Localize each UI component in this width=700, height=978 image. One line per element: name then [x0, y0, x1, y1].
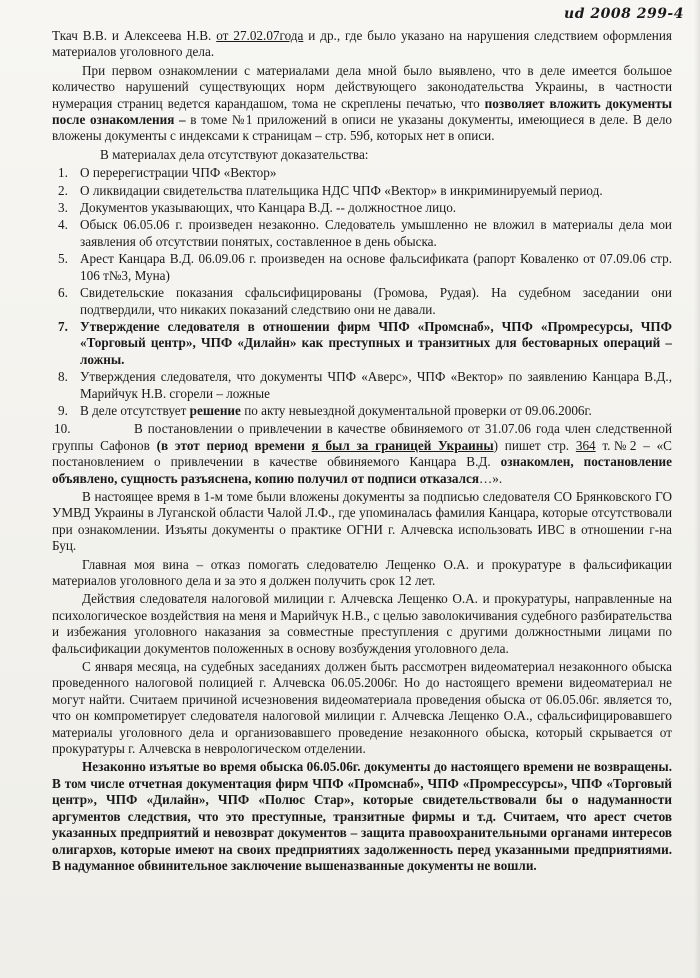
- paragraph-seized-documents: Незаконно изъятые во время обыска 06.05.06г. документы до настоящего времени не возвращены. В том числе отчетная документация фирм ЧПФ «Промснаб», ЧПФ «Промрессурсы», ЧПФ «Торговый центр», ЧПФ «Дилайн», ЧПФ «Полюс Стар», которые свидетельствовали бы о надуманности аргументов следствия, что это преступные, транзитные фирмы и т.д. Считаем, что арест счетов указанных предприятий и невозврат документов – защита правоохранительными органами интересов олигархов, которые имеют на своих предприятиях задолженность перед указанными предприятиями. В надуманное обвинительное заключение вышеназванные документы не вошли.: [52, 759, 672, 873]
- list-item: 6. Свидетельские показания сфальсифицированы (Громова, Рудая). На судебном заседании они подтвердили, что никаких показаний следствию они не давали.: [58, 285, 672, 317]
- list-item-10: 10. В постановлении о привлечении в качестве обвиняемого от 31.07.06 года член следственной группы Сафонов (в этот период времени я был за границей Украины) пишет стр. 364 т.№2 – «С постановлением о привлечении в качестве обвиняемого Канцара В.Д. ознакомлен, постановление объявлено, сущность разъяснена, копию получил от подписи отказался…».: [52, 421, 673, 486]
- list-item: 2. О ликвидации свидетельства плательщика НДС ЧПФ «Вектор» в инкриминируемый период.: [58, 182, 603, 198]
- list-item: 1. О перерегистрации ЧПФ «Вектор»: [58, 165, 277, 181]
- document-body: [52, 28, 672, 874]
- page-edge-shadow: [694, 0, 700, 978]
- list-item: 8. Утверждения следователя, что документы ЧПФ «Аверс», ЧПФ «Вектор» по заявлению Канцара В.Д., Марийчук Н.В. сгорели – ложные: [58, 369, 672, 401]
- paragraph-added-documents: В настоящее время в 1-м томе были вложены документы за подписью следователя СО Брянковского ГО УМВД Украины в Луганской области Чалой Л.Ф., где упоминалась фамилия Канцара, которые отсутствовали при ознакомлении. Изъяты документы о практике ОГНИ г. Алчевска использовать ИВС в отношении г-на Буц.: [52, 488, 672, 554]
- list-item: 4. Обыск 06.05.06 г. произведен незаконно. Следователь умышленно не вложил в материалы дела мои заявления об отсутствии понятых, составленное в день обыска.: [58, 217, 672, 249]
- date-underlined: от 27.02.07года: [216, 28, 304, 43]
- missing-evidence-list: [52, 165, 672, 419]
- paragraph-opening: Ткач В.В. и Алексеева Н.В. от 27.02.07года и др., где было указано на нарушения следствием оформления материалов уголовного дела.: [52, 28, 672, 60]
- case-stamp: ud 2008 299-4: [564, 6, 684, 22]
- paragraph-video-material: С января месяца, на судебных заседаниях должен быть рассмотрен видеоматериал незаконного обыска проведенного налоговой полицией г. Алчевска 06.05.2006г. Но до настоящего времени видеоматериал не могут найти. Считаем причиной исчезновения видеоматериала проведения обыска от 06.05.06г. является то, что он компрометирует следователя налоговой милиции г. Алчевска Лещенко О.А., сфальсифицировавшего материалы уголовного дела и организовавшего проведение незаконного обыска, который скрывается от прокуратуры г. Алчевска в неврологическом отделении.: [52, 659, 672, 757]
- list-item: 3. Документов указывающих, что Канцара В.Д. -- должностное лицо.: [58, 200, 457, 216]
- paragraph-main-guilt: Главная моя вина – отказ помогать следователю Лещенко О.А. и прокуратуре в фальсификации материалов уголовного дела и за это я должен получить срок 12 лет.: [52, 556, 672, 588]
- list-item: 9. В деле отсутствует решение по акту невыездной документальной проверки от 09.06.2006г.: [58, 402, 592, 418]
- list-item: 7. Утверждение следователя в отношении фирм ЧПФ «Промснаб», ЧПФ «Промресурсы, ЧПФ «Торговый центр», ЧПФ «Дилайн» как преступных и транзитных для бестоварных операций – ложны.: [58, 318, 672, 367]
- list-intro: В материалах дела отсутствуют доказательства:: [100, 146, 369, 162]
- paragraph-violations: При первом ознакомлении с материалами дела мной было выявлено, что в деле имеется большое количество нарушений существующих норм действующего законодательства Украины, в частности нумерация страниц ведется карандашом, тома не скреплены печатью, что позволяет вложить документы после ознакомления – в томе №1 приложений в описи не указаны документы, имеющиеся в деле. В дело вложены документы с индексами к страницам – стр. 59б, которых нет в описи.: [52, 62, 672, 144]
- paragraph-investigator-actions: Действия следователя налоговой милиции г. Алчевска Лещенко О.А. и прокуратуры, направленные на психологическое воздействия на меня и Марийчук Н.В., с целью заволокичивания судебного разбирательства и избежания уголовного наказания за совместные преступления с другими должностными лицами по фальсификации документов положенных в основу возбуждения уголовного дела.: [52, 591, 672, 656]
- list-item: 5. Арест Канцара В.Д. 06.09.06 г. произведен на основе фальсификата (рапорт Коваленко от 07.09.06 стр. 106 т№3, Муна): [58, 251, 672, 283]
